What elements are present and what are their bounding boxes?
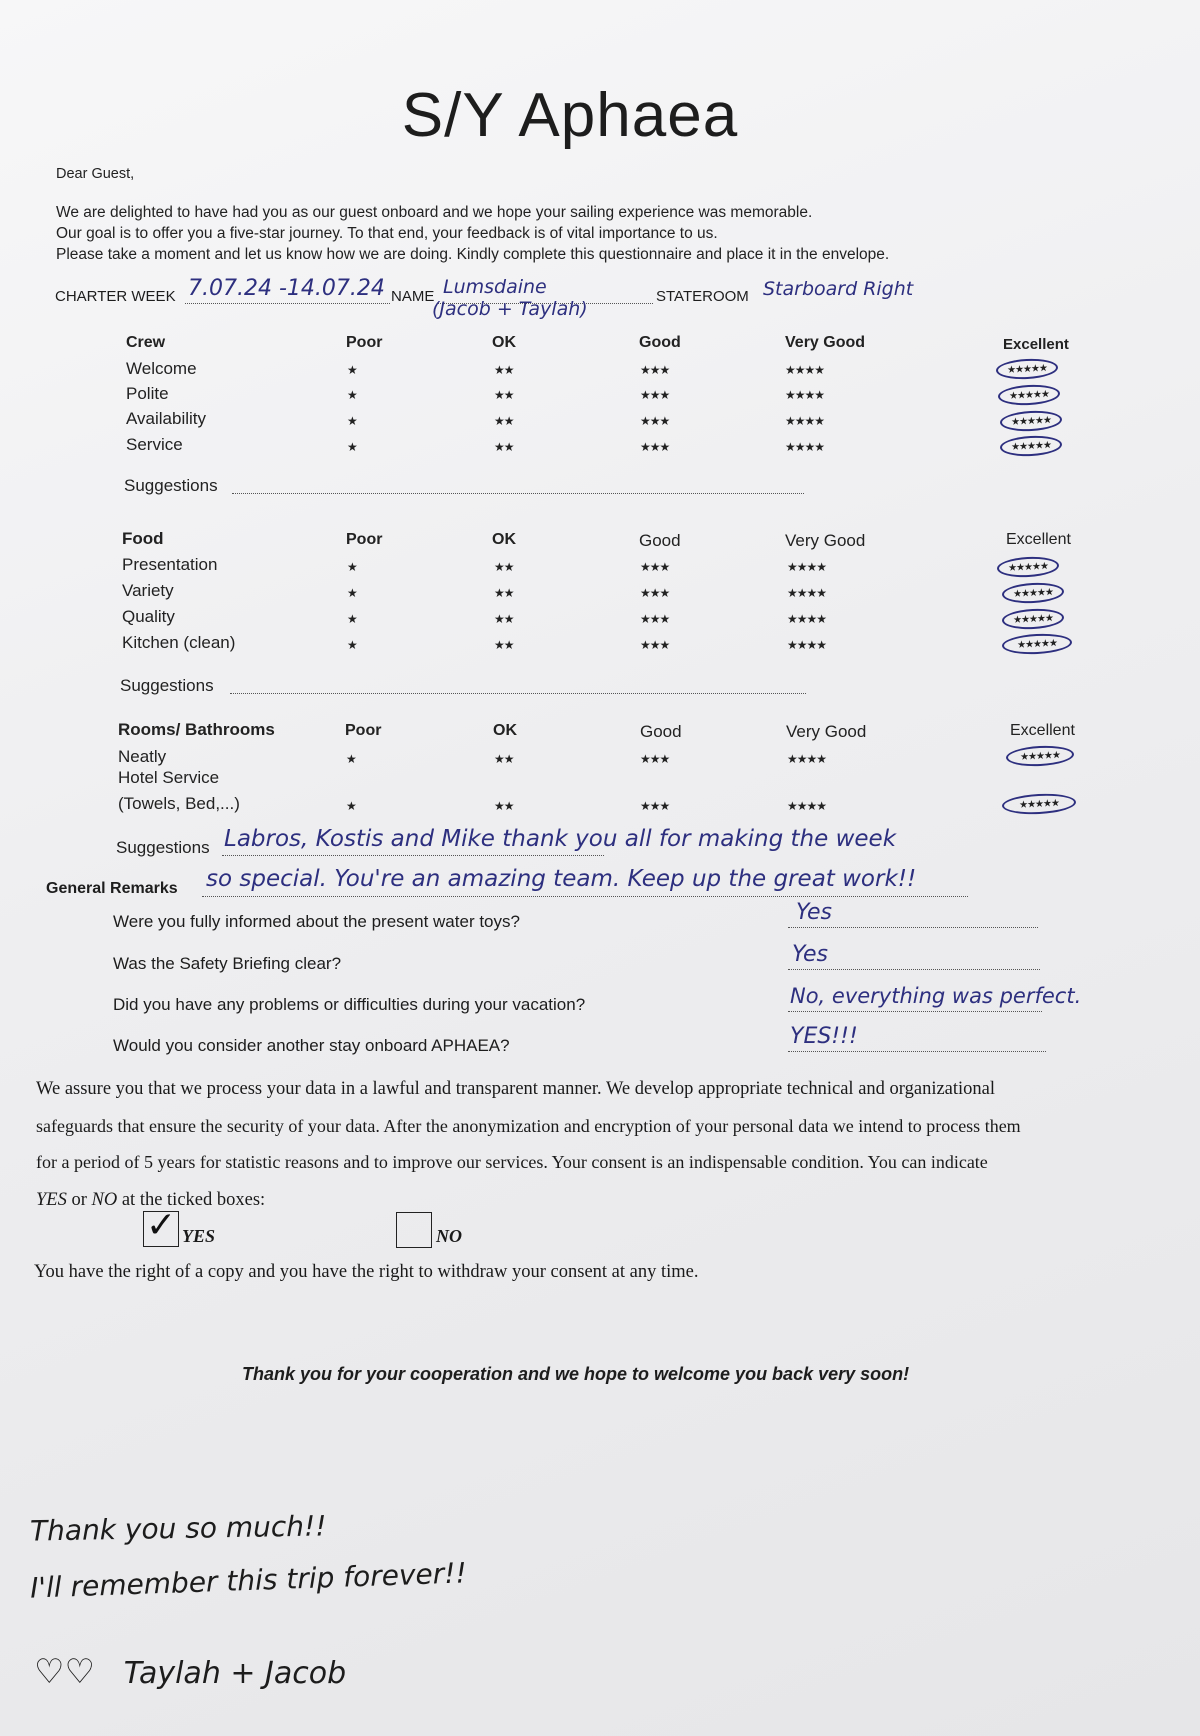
- rating-ok[interactable]: ★★: [494, 363, 514, 377]
- rating-poor[interactable]: ★: [347, 560, 357, 574]
- rating-very-good[interactable]: ★★★★: [787, 586, 827, 600]
- rating-ok[interactable]: ★★: [494, 586, 514, 600]
- rating-excellent-selected[interactable]: [1002, 792, 1077, 816]
- privacy-rights: You have the right of a copy and you have the right to withdraw your consent at any time.: [34, 1262, 699, 1282]
- row-label: Service: [126, 435, 183, 454]
- rating-excellent-selected[interactable]: [1002, 632, 1073, 656]
- rating-good[interactable]: ★★★: [640, 414, 670, 428]
- crew-col-excellent: Excellent: [1003, 336, 1069, 353]
- stars: ★★★★★: [1010, 439, 1052, 453]
- rating-poor[interactable]: ★: [346, 752, 356, 766]
- rating-excellent-selected[interactable]: [1000, 409, 1063, 432]
- food-col-poor: Poor: [346, 531, 383, 548]
- rating-ok[interactable]: ★★: [494, 388, 514, 402]
- privacy-or: or: [66, 1190, 92, 1210]
- food-col-very-good: Very Good: [785, 531, 866, 550]
- rating-good[interactable]: ★★★: [640, 388, 670, 402]
- food-heading: Food: [122, 529, 164, 548]
- charter-week-label: CHARTER WEEK: [55, 288, 176, 305]
- rating-very-good[interactable]: ★★★★: [787, 799, 827, 813]
- general-remarks-value[interactable]: so special. You're an amazing team. Keep up the great work!!: [206, 866, 917, 892]
- closing-message: Thank you for your cooperation and we hope to welcome you back very soon!: [242, 1364, 910, 1384]
- stars: ★★★★★: [1008, 388, 1050, 402]
- rating-good[interactable]: ★★★: [640, 363, 670, 377]
- crew-col-ok: OK: [492, 334, 516, 351]
- rating-ok[interactable]: ★★: [494, 752, 514, 766]
- charter-week-value[interactable]: 7.07.24 -14.07.24: [188, 276, 385, 301]
- stars: ★★★★★: [1018, 797, 1060, 811]
- row-label: Neatly: [118, 747, 167, 766]
- rooms-suggestions-label: Suggestions: [116, 838, 210, 857]
- note-line-2: I'll remember this trip forever!!: [29, 1556, 468, 1605]
- rating-excellent-selected[interactable]: [1000, 434, 1063, 457]
- rating-poor[interactable]: ★: [347, 638, 357, 652]
- checkbox-box[interactable]: [396, 1212, 432, 1248]
- privacy-line-3: for a period of 5 years for statistic reasons and to improve our services. Your consent is an indispensable condition. You can indicate: [36, 1152, 988, 1172]
- rating-very-good[interactable]: ★★★★: [785, 414, 825, 428]
- checkmark-icon: ✓: [146, 1204, 177, 1245]
- rating-ok[interactable]: ★★: [494, 799, 514, 813]
- rating-ok[interactable]: ★★: [494, 440, 514, 454]
- rating-ok[interactable]: ★★: [494, 414, 514, 428]
- food-suggestions-label: Suggestions: [120, 676, 214, 695]
- rating-excellent-selected[interactable]: [998, 383, 1061, 406]
- stars: ★★★★★: [1019, 749, 1061, 763]
- rating-very-good[interactable]: ★★★★: [787, 560, 827, 574]
- food-col-excellent: Excellent: [1006, 531, 1071, 548]
- food-suggestions-field[interactable]: [230, 692, 806, 694]
- row-label: Variety: [122, 581, 174, 600]
- rooms-col-good: Good: [640, 722, 682, 741]
- page-title: S/Y Aphaea: [401, 81, 739, 150]
- rating-good[interactable]: ★★★: [640, 560, 670, 574]
- privacy-yes-word: YES: [36, 1190, 67, 1210]
- row-label-sub: (Towels, Bed,...): [118, 794, 240, 813]
- rating-poor[interactable]: ★: [347, 440, 357, 454]
- intro-line-1: We are delighted to have had you as our guest onboard and we hope your sailing experience was memorable.: [56, 204, 813, 221]
- rating-good[interactable]: ★★★: [640, 752, 670, 766]
- rating-good[interactable]: ★★★: [640, 440, 670, 454]
- food-col-good: Good: [639, 531, 681, 550]
- rating-excellent-selected[interactable]: [1002, 607, 1065, 630]
- answer[interactable]: Yes: [796, 900, 833, 925]
- rating-poor[interactable]: ★: [346, 799, 356, 813]
- rating-poor[interactable]: ★: [347, 388, 357, 402]
- intro-line-2: Our goal is to offer you a five-star journey. To that end, your feedback is of vital importance to us.: [56, 225, 718, 242]
- rating-very-good[interactable]: ★★★★: [787, 638, 827, 652]
- rating-ok[interactable]: ★★: [494, 612, 514, 626]
- rating-ok[interactable]: ★★: [494, 560, 514, 574]
- greeting: Dear Guest,: [56, 166, 135, 182]
- stars: ★★★★★: [1006, 362, 1048, 376]
- privacy-line-1: We assure you that we process your data in a lawful and transparent manner. We develop appropriate technical and organizational: [36, 1079, 996, 1099]
- rooms-col-excellent: Excellent: [1010, 722, 1075, 739]
- rating-very-good[interactable]: ★★★★: [787, 612, 827, 626]
- food-col-ok: OK: [492, 531, 516, 548]
- rating-excellent-selected[interactable]: [996, 357, 1059, 380]
- hearts-icon: ♡♡: [34, 1652, 95, 1692]
- note-line-1: Thank you so much!!: [29, 1509, 327, 1548]
- question-text: Was the Safety Briefing clear?: [113, 954, 342, 973]
- row-label: Hotel Service: [118, 768, 220, 787]
- rooms-col-poor: Poor: [345, 722, 382, 739]
- rating-very-good[interactable]: ★★★★: [785, 363, 825, 377]
- rating-excellent-selected[interactable]: [1002, 581, 1065, 604]
- row-label: Availability: [126, 409, 207, 428]
- note-signature: [34, 1652, 346, 1692]
- question-text: Would you consider another stay onboard APHAEA?: [113, 1036, 510, 1055]
- signature-names: Taylah + Jacob: [123, 1656, 347, 1691]
- rating-poor[interactable]: ★: [347, 363, 357, 377]
- row-label: Presentation: [122, 555, 218, 574]
- stars: ★★★★★: [1010, 414, 1052, 428]
- crew-suggestions-label: Suggestions: [124, 476, 218, 495]
- rating-very-good[interactable]: ★★★★: [785, 388, 825, 402]
- rooms-col-ok: OK: [493, 722, 517, 739]
- stars: ★★★★★: [1012, 612, 1054, 626]
- privacy-tail: at the ticked boxes:: [117, 1190, 266, 1210]
- rating-good[interactable]: ★★★: [640, 586, 670, 600]
- stars: ★★★★★: [1016, 637, 1058, 651]
- crew-col-very-good: Very Good: [785, 334, 866, 351]
- rating-poor[interactable]: ★: [347, 612, 357, 626]
- rating-good[interactable]: ★★★: [640, 799, 670, 813]
- row-label: Welcome: [126, 359, 197, 378]
- rating-excellent-selected[interactable]: [997, 555, 1060, 578]
- answer[interactable]: No, everything was perfect.: [790, 984, 1082, 1008]
- rooms-heading: Rooms/ Bathrooms: [118, 720, 275, 739]
- stars: ★★★★★: [1007, 560, 1049, 574]
- question-text: Did you have any problems or difficulties during your vacation?: [113, 995, 586, 1014]
- crew-col-good: Good: [639, 334, 681, 351]
- rooms-suggestions-value[interactable]: Labros, Kostis and Mike thank you all for making the week: [224, 826, 897, 852]
- answer[interactable]: YES!!!: [790, 1024, 858, 1049]
- consent-no-label: NO: [436, 1226, 462, 1246]
- crew-suggestions-field[interactable]: [232, 492, 804, 494]
- rooms-col-very-good: Very Good: [786, 722, 867, 741]
- intro-line-3: Please take a moment and let us know how we are doing. Kindly complete this questionnaire and place it in the envelope.: [56, 246, 890, 263]
- row-label: Polite: [126, 384, 169, 403]
- rating-very-good[interactable]: ★★★★: [785, 440, 825, 454]
- row-label: Quality: [122, 607, 175, 626]
- privacy-no-word: NO: [91, 1190, 118, 1210]
- stars: ★★★★★: [1012, 586, 1054, 600]
- consent-yes-label: YES: [182, 1226, 216, 1246]
- rating-poor[interactable]: ★: [347, 414, 357, 428]
- answer[interactable]: Yes: [792, 942, 829, 967]
- rating-ok[interactable]: ★★: [494, 638, 514, 652]
- name-value[interactable]: Lumsdaine: [443, 276, 547, 298]
- question-text: Were you fully informed about the present water toys?: [113, 912, 520, 931]
- general-remarks-label: General Remarks: [46, 880, 178, 897]
- rating-poor[interactable]: ★: [347, 586, 357, 600]
- crew-col-poor: Poor: [346, 334, 383, 351]
- rating-very-good[interactable]: ★★★★: [787, 752, 827, 766]
- name-value-2[interactable]: (Jacob + Taylah): [432, 298, 588, 320]
- rating-good[interactable]: ★★★: [640, 612, 670, 626]
- stateroom-label: STATEROOM: [656, 288, 749, 305]
- general-remarks-field[interactable]: [202, 895, 968, 897]
- privacy-line-2: safeguards that ensure the security of your data. After the anonymization and encryption of your personal data we intend to process them: [36, 1116, 1021, 1136]
- rooms-suggestions-field[interactable]: [222, 854, 604, 856]
- rating-excellent-selected[interactable]: [1006, 744, 1075, 768]
- name-label: NAME: [391, 288, 435, 305]
- crew-heading: Crew: [126, 334, 166, 351]
- stateroom-value[interactable]: Starboard Right: [763, 278, 914, 300]
- row-label: Kitchen (clean): [122, 633, 236, 652]
- rating-good[interactable]: ★★★: [640, 638, 670, 652]
